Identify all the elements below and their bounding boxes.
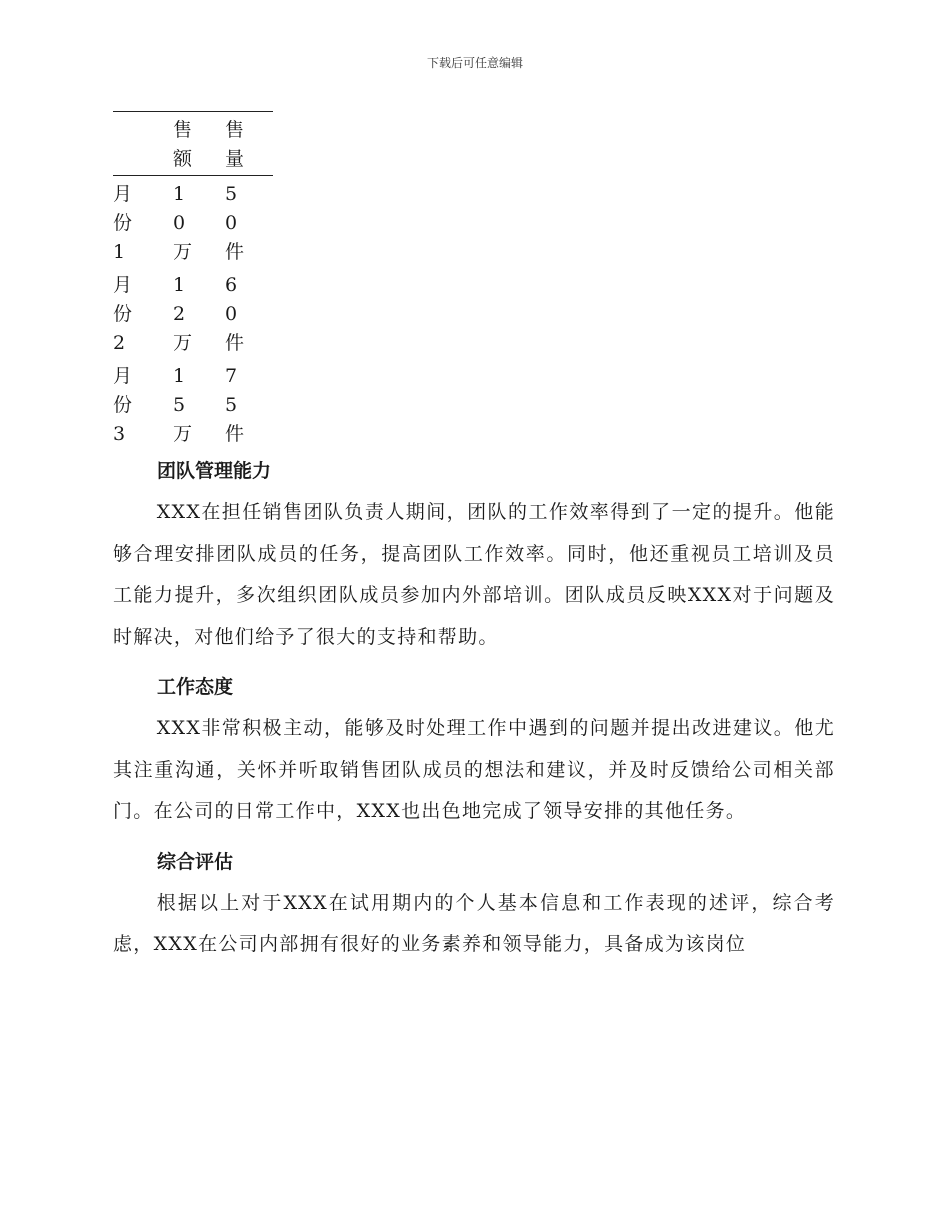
section-paragraph: 根据以上对于XXX在试用期内的个人基本信息和工作表现的述评，综合考虑，XXX在公司内部拥有很好的业务素养和领导能力，具备成为该岗位	[113, 891, 835, 955]
section-title: 综合评估	[157, 850, 234, 873]
table-cell: 月份2	[113, 274, 133, 354]
table-row	[113, 358, 273, 449]
section-paragraph: XXX非常积极主动，能够及时处理工作中遇到的问题并提出改进建议。他尤其注重沟通，关怀并听取销售团队成员的想法和建议，并及时反馈给公司相关部门。在公司的日常工作中，XXX也出色地完成了领导安排的其他任务。	[113, 717, 835, 822]
table-cell: 月份1	[113, 183, 133, 263]
table-cell: 10万	[173, 183, 193, 263]
table-cell: 60件	[225, 274, 245, 354]
table-header-row	[113, 112, 273, 176]
table-header-cell: 售额	[173, 119, 193, 170]
section-title: 工作态度	[157, 676, 234, 698]
table-row	[113, 176, 273, 268]
section-title: 团队管理能力	[157, 460, 272, 482]
table-cell: 15万	[173, 365, 193, 445]
table-cell: 月份3	[113, 365, 133, 445]
table-cell: 75件	[225, 365, 245, 445]
table-row	[113, 267, 273, 358]
table-header-cell	[113, 112, 173, 176]
table-cell: 50件	[225, 183, 245, 263]
table-cell: 12万	[173, 274, 193, 354]
header-note: 下载后可任意编辑	[426, 56, 523, 70]
document-body	[113, 450, 835, 974]
section-paragraph: XXX在担任销售团队负责人期间，团队的工作效率得到了一定的提升。他能够合理安排团队成员的任务，提高团队工作效率。同时，他还重视员工培训及员工能力提升，多次组织团队成员参加内外部培训。团队成员反映XXX对于问题及时解决，对他们给予了很大的支持和帮助。	[113, 501, 835, 648]
sales-table	[113, 111, 273, 449]
table-header-cell: 售量	[225, 119, 245, 170]
